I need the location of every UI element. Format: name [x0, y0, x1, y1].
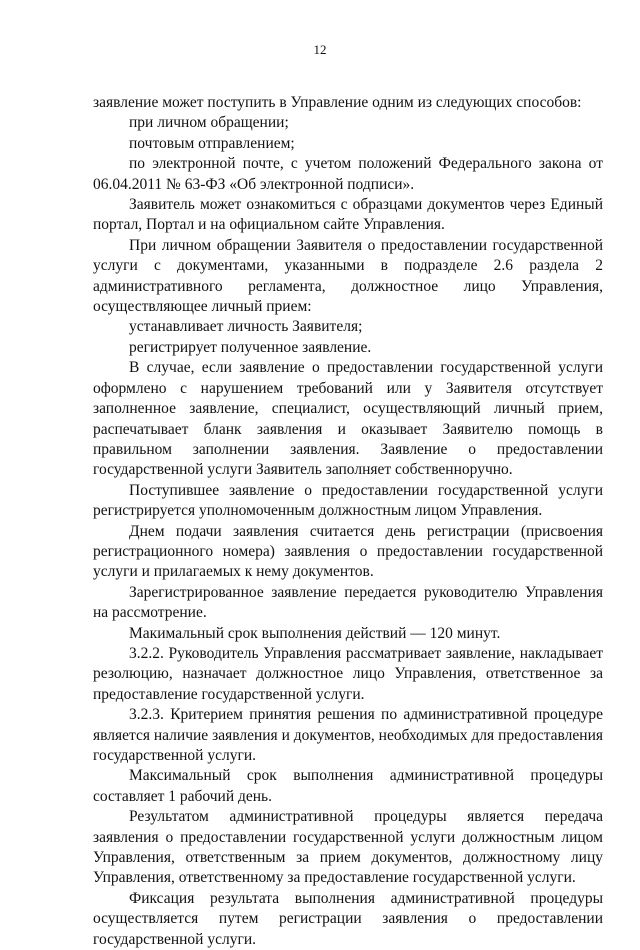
paragraph: регистрирует полученное заявление.	[129, 338, 372, 356]
paragraph: Зарегистрированное заявление передается руководителю Управления на рассмотрение.	[93, 583, 603, 622]
paragraph: по электронной почте, с учетом положений Федерального закона от 06.04.2011 № 63-ФЗ «Об электронной подписи».	[93, 155, 603, 193]
paragraph: почтовым отправлением;	[129, 134, 295, 152]
paragraph: 3.2.2. Руководитель Управления рассматривает заявление, накладывает резолюцию, назначает должностное лицо Управления, ответственное за предоставление государственной услуги.	[93, 644, 603, 703]
paragraph: При личном обращении Заявителя о предоставлении государственной услуги с документами, указанными в подразделе 2.6 раздела 2 административного регламента, должностное лицо Управления, осуществляющее личный прием:	[93, 236, 603, 316]
paragraph: Поступившее заявление о предоставлении государственной услуги регистрируется уполномоченным должностным лицом Управления.	[93, 481, 603, 520]
paragraph: Фиксация результата выполнения административной процедуры осуществляется путем регистрации заявления о предоставлении государственной услуги.	[93, 889, 603, 948]
paragraph: Макимальный срок выполнения действий — 120 минут.	[129, 624, 501, 642]
paragraph: Днем подачи заявления считается день регистрации (присвоения регистрационного номера) заявления о предоставлении государственной услуги и прилагаемых к нему документов.	[93, 522, 603, 581]
paragraph: В случае, если заявление о предоставлении государственной услуги оформлено с нарушением требований или у Заявителя отсутствует заполненное заявление, специалист, осуществляющий личный прием, распечатывает бланк заявления и оказывает Заявителю помощь в правильном заполнении заявления. Заявление о предоставлении государственной услуги Заявитель заполняет собственноручно.	[93, 359, 603, 479]
paragraph: Результатом административной процедуры является передача заявления о предоставлении государственной услуги должностным лицом Управления, ответственным за прием документов, должностному лицу Управления, ответственному за предоставление государственной услуги.	[93, 808, 603, 887]
document-body	[93, 93, 603, 950]
paragraph: Заявитель может ознакомиться с образцами документов через Единый портал, Портал и на официальном сайте Управления.	[93, 196, 603, 234]
page-number: 12	[313, 42, 327, 57]
paragraph: 3.2.3. Критерием принятия решения по административной процедуре является наличие заявления и документов, необходимых для предоставления государственной услуги.	[93, 706, 603, 764]
paragraph: при личном обращении;	[129, 114, 289, 132]
paragraph: устанавливает личность Заявителя;	[129, 318, 363, 336]
paragraph: Максимальный срок выполнения административной процедуры составляет 1 рабочий день.	[93, 767, 603, 805]
paragraph: заявление может поступить в Управление одним из следующих способов:	[93, 94, 582, 111]
